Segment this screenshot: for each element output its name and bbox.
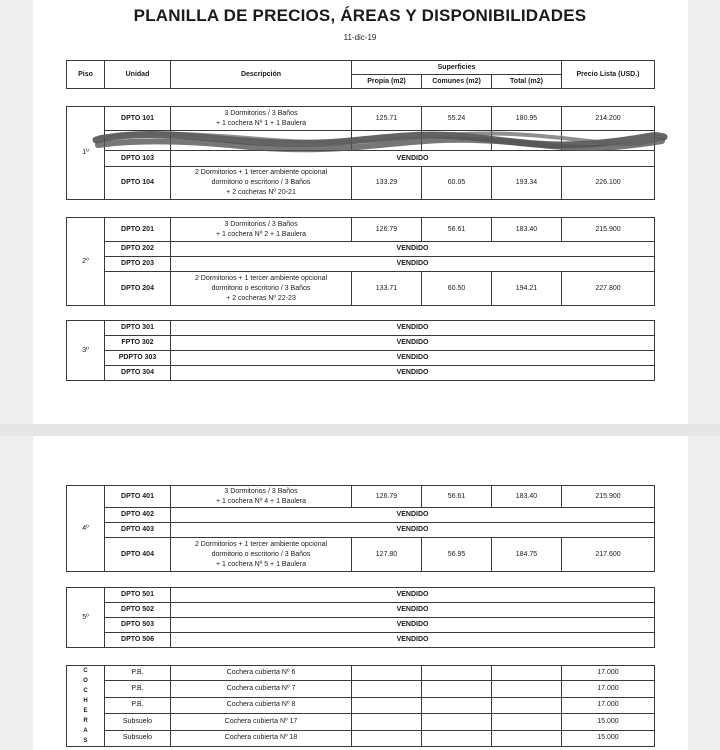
- propia-cell: 133.71: [352, 272, 422, 306]
- empty-cell: [352, 714, 422, 730]
- price-cell: 17.000: [562, 681, 655, 697]
- cochera-level: Subsuelo: [105, 714, 171, 730]
- price-cell: 217.600: [562, 538, 655, 572]
- empty-cell: [492, 666, 562, 681]
- header-superficies: Superficies: [352, 61, 562, 75]
- price-cell: 214.200: [562, 107, 655, 131]
- desc-line: dormitorio o escritorio / 3 Baños: [211, 284, 311, 292]
- redacted-cell: [492, 131, 562, 151]
- status-sold: VENDIDO: [171, 618, 655, 633]
- cochera-description: Cochera cubierta Nº 7: [171, 681, 352, 697]
- empty-cell: [422, 730, 492, 746]
- unit-name: PDPTO 303: [105, 351, 171, 366]
- empty-cell: [422, 666, 492, 681]
- header-propia: Propia (m2): [352, 75, 422, 89]
- floor-1-table: [66, 106, 655, 200]
- price-cell: 15.000: [562, 730, 655, 746]
- label-letter: E: [83, 708, 88, 714]
- price-cell: 215.900: [562, 486, 655, 508]
- empty-cell: [492, 697, 562, 713]
- redacted-cell: [422, 131, 492, 151]
- unit-name: DPTO 101: [105, 107, 171, 131]
- desc-line: dormitorio o escritorio / 3 Baños: [211, 550, 311, 558]
- empty-cell: [352, 681, 422, 697]
- unit-description: [171, 107, 352, 131]
- status-sold: VENDIDO: [171, 633, 655, 648]
- header-precio: Precio Lista (USD.): [562, 61, 655, 89]
- floor-4-table: [66, 485, 655, 572]
- unit-name: DPTO 401: [105, 486, 171, 508]
- cocheras-table: [66, 665, 655, 747]
- total-cell: 180.95: [492, 107, 562, 131]
- unit-name: DPTO 402: [105, 508, 171, 523]
- comunes-cell: 56.95: [422, 538, 492, 572]
- document-date: 11-dic-19: [343, 33, 377, 42]
- price-cell: 15.000: [562, 714, 655, 730]
- propia-cell: 127.80: [352, 538, 422, 572]
- cochera-description: Cochera cubierta Nº 8: [171, 697, 352, 713]
- redacted-cell: [105, 131, 171, 151]
- desc-line: + 1 cochera Nº 1 + 1 Baulera: [215, 119, 307, 127]
- empty-cell: [492, 681, 562, 697]
- label-letter: O: [83, 678, 88, 684]
- unit-name: DPTO 203: [105, 257, 171, 272]
- status-sold: VENDIDO: [171, 242, 655, 257]
- cocheras-vertical-label: [67, 666, 105, 747]
- desc-line: + 1 cochera Nº 5 + 1 Baulera: [215, 560, 307, 568]
- total-cell: 183.40: [492, 218, 562, 242]
- unit-name: DPTO 304: [105, 366, 171, 381]
- price-cell: 17.000: [562, 666, 655, 681]
- cochera-description: Cochera cubierta Nº 17: [171, 714, 352, 730]
- desc-line: + 2 cocheras Nº 20-21: [226, 189, 296, 196]
- desc-line: dormitorio o escritorio / 3 Baños: [211, 179, 311, 186]
- desc-line: 3 Dormitorios / 3 Baños: [224, 220, 298, 228]
- status-sold: VENDIDO: [171, 321, 655, 336]
- status-sold: VENDIDO: [171, 588, 655, 603]
- status-sold: VENDIDO: [171, 523, 655, 538]
- total-cell: 193.34: [492, 167, 562, 200]
- empty-cell: [492, 730, 562, 746]
- unit-description: [171, 538, 352, 572]
- header-table: [66, 60, 655, 89]
- comunes-cell: 56.61: [422, 218, 492, 242]
- price-cell: 227.800: [562, 272, 655, 306]
- page-divider: [0, 424, 720, 436]
- unit-name: DPTO 201: [105, 218, 171, 242]
- unit-name: DPTO 104: [105, 167, 171, 200]
- label-letter: C: [83, 688, 88, 694]
- empty-cell: [422, 681, 492, 697]
- desc-line: + 1 cochera Nº 4 + 1 Baulera: [215, 497, 307, 505]
- unit-name: DPTO 301: [105, 321, 171, 336]
- empty-cell: [352, 666, 422, 681]
- floor-2-table: [66, 217, 655, 306]
- header-piso: Piso: [67, 61, 105, 89]
- comunes-cell: 56.61: [422, 486, 492, 508]
- floor-label: 5º: [67, 588, 105, 648]
- comunes-cell: 55.24: [422, 107, 492, 131]
- status-sold: VENDIDO: [171, 151, 655, 167]
- label-letter: H: [83, 698, 88, 704]
- floor-label: 3º: [67, 321, 105, 381]
- status-sold: VENDIDO: [171, 351, 655, 366]
- status-sold: VENDIDO: [171, 257, 655, 272]
- unit-name: DPTO 204: [105, 272, 171, 306]
- unit-name: DPTO 202: [105, 242, 171, 257]
- cochera-description: Cochera cubierta Nº 6: [171, 666, 352, 681]
- empty-cell: [422, 697, 492, 713]
- cochera-level: Subsuelo: [105, 730, 171, 746]
- label-letter: S: [83, 738, 88, 744]
- desc-line: 2 Dormitorios + 1 tercer ambiente opcional: [194, 169, 328, 176]
- unit-name: DPTO 503: [105, 618, 171, 633]
- status-sold: VENDIDO: [171, 603, 655, 618]
- desc-line: + 2 cocheras Nº 22-23: [226, 294, 296, 302]
- empty-cell: [422, 714, 492, 730]
- desc-line: 3 Dormitorios / 3 Baños: [224, 487, 298, 495]
- header-total: Total (m2): [492, 75, 562, 89]
- status-sold: VENDIDO: [171, 508, 655, 523]
- redacted-cell: [352, 131, 422, 151]
- floor-5-table: [66, 587, 655, 648]
- empty-cell: [352, 730, 422, 746]
- unit-name: DPTO 501: [105, 588, 171, 603]
- cochera-level: P.B.: [105, 666, 171, 681]
- desc-line: 3 Dormitorios / 3 Baños: [224, 109, 298, 117]
- unit-name: DPTO 103: [105, 151, 171, 167]
- redacted-cell: [562, 131, 655, 151]
- propia-cell: 133.29: [352, 167, 422, 200]
- header-descripcion: Descripción: [171, 61, 352, 89]
- propia-cell: 126.79: [352, 486, 422, 508]
- empty-cell: [352, 697, 422, 713]
- comunes-cell: 60.50: [422, 272, 492, 306]
- floor-label: 4º: [67, 486, 105, 572]
- price-cell: 17.000: [562, 697, 655, 713]
- header-unidad: Unidad: [105, 61, 171, 89]
- total-cell: 183.40: [492, 486, 562, 508]
- status-sold: VENDIDO: [171, 336, 655, 351]
- unit-name: DPTO 403: [105, 523, 171, 538]
- propia-cell: 126.79: [352, 218, 422, 242]
- unit-description: [171, 167, 352, 200]
- document-title: PLANILLA DE PRECIOS, ÁREAS Y DISPONIBILIDADES: [133, 6, 587, 25]
- cochera-level: P.B.: [105, 681, 171, 697]
- empty-cell: [492, 714, 562, 730]
- floor-label: 1º: [67, 107, 105, 200]
- header-comunes: Comunes (m2): [422, 75, 492, 89]
- comunes-cell: 60.05: [422, 167, 492, 200]
- desc-line: 2 Dormitorios + 1 tercer ambiente opcional: [194, 274, 328, 282]
- propia-cell: 125.71: [352, 107, 422, 131]
- desc-line: + 1 cochera Nº 2 + 1 Baulera: [215, 230, 307, 238]
- cochera-description: Cochera cubierta Nº 18: [171, 730, 352, 746]
- total-cell: 184.75: [492, 538, 562, 572]
- redacted-cell: [171, 131, 352, 151]
- price-cell: 215.900: [562, 218, 655, 242]
- unit-name: DPTO 506: [105, 633, 171, 648]
- total-cell: 194.21: [492, 272, 562, 306]
- floor-3-table: [66, 320, 655, 381]
- label-letter: R: [83, 718, 88, 724]
- floor-label: 2º: [67, 218, 105, 306]
- cochera-level: P.B.: [105, 697, 171, 713]
- unit-name: DPTO 502: [105, 603, 171, 618]
- unit-name: DPTO 404: [105, 538, 171, 572]
- label-letter: A: [83, 728, 88, 734]
- unit-description: [171, 272, 352, 306]
- unit-name: FPTO 302: [105, 336, 171, 351]
- unit-description: [171, 486, 352, 508]
- desc-line: 2 Dormitorios + 1 tercer ambiente opcional: [194, 540, 328, 548]
- status-sold: VENDIDO: [171, 366, 655, 381]
- unit-description: [171, 218, 352, 242]
- label-letter: C: [83, 668, 88, 674]
- price-cell: 226.100: [562, 167, 655, 200]
